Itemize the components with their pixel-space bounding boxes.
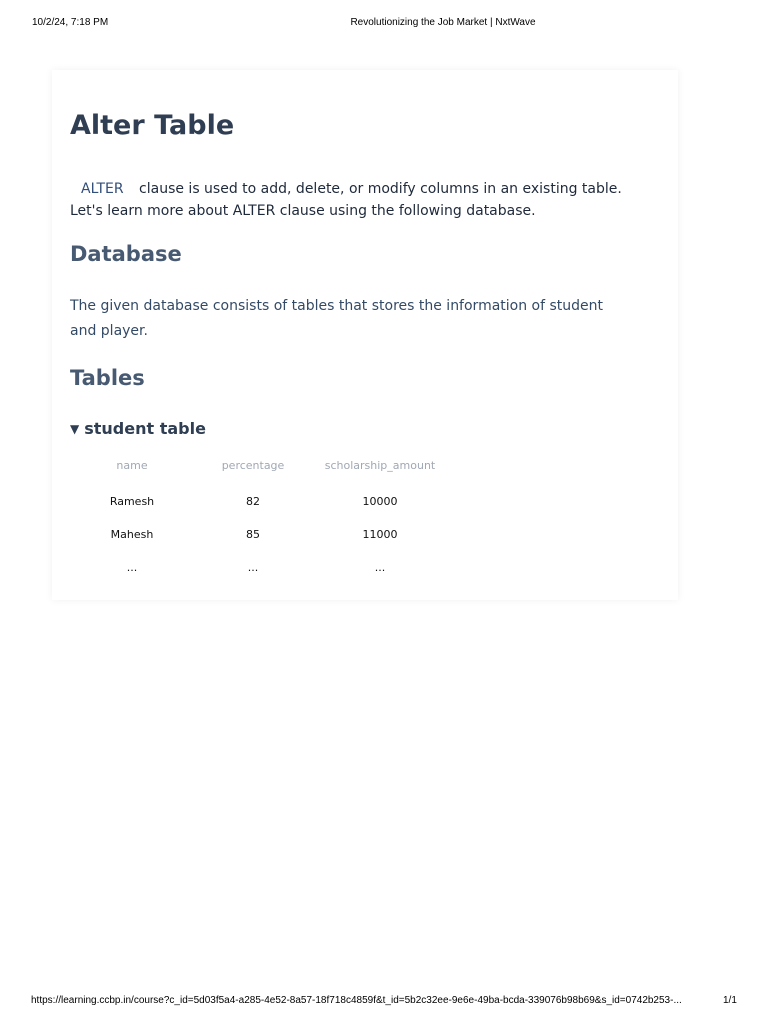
table-cell: ... xyxy=(374,561,386,574)
student-table-summary-label: student table xyxy=(84,419,206,438)
table-row xyxy=(70,561,490,581)
database-heading: Database xyxy=(70,242,182,266)
print-date: 10/2/24, 7:18 PM xyxy=(32,17,109,28)
column-header-name: name xyxy=(116,459,148,472)
table-cell: 11000 xyxy=(362,528,398,541)
column-header-scholarship-amount: scholarship_amount xyxy=(324,459,436,472)
table-cell: ... xyxy=(126,561,138,574)
intro-paragraph xyxy=(70,178,650,222)
print-url: https://learning.ccbp.in/course?c_id=5d03f5a4-a285-4e52-8a57-18f718c4859f&t_id=5b2c32ee-9e6e-49ba-bcda-339076b98b69&s_id=0742b253-... xyxy=(31,995,682,1006)
table-row xyxy=(70,495,490,515)
table-cell: 85 xyxy=(246,528,260,541)
table-cell: 10000 xyxy=(362,495,398,508)
database-description: The given database consists of tables that stores the information of student and player. xyxy=(70,298,604,339)
print-header xyxy=(0,17,768,31)
table-cell: 82 xyxy=(246,495,260,508)
table-cell: Mahesh xyxy=(110,528,154,541)
student-table-toggle[interactable] xyxy=(70,419,206,438)
tables-heading: Tables xyxy=(70,366,145,390)
table-header-row xyxy=(70,459,490,479)
table-row xyxy=(70,528,490,548)
print-page-title: Revolutionizing the Job Market | NxtWave xyxy=(350,17,536,28)
column-header-percentage: percentage xyxy=(221,459,285,472)
print-footer xyxy=(0,995,768,1009)
alter-code-chip: ALTER xyxy=(70,178,135,200)
table-cell: ... xyxy=(247,561,259,574)
caret-down-icon: ▼ xyxy=(70,422,80,436)
print-page-number: 1/1 xyxy=(723,995,737,1006)
table-cell: Ramesh xyxy=(109,495,155,508)
intro-text: clause is used to add, delete, or modify columns in an existing table. Let's learn more about ALTER clause using the following database. xyxy=(70,181,622,219)
page-title: Alter Table xyxy=(70,110,235,141)
